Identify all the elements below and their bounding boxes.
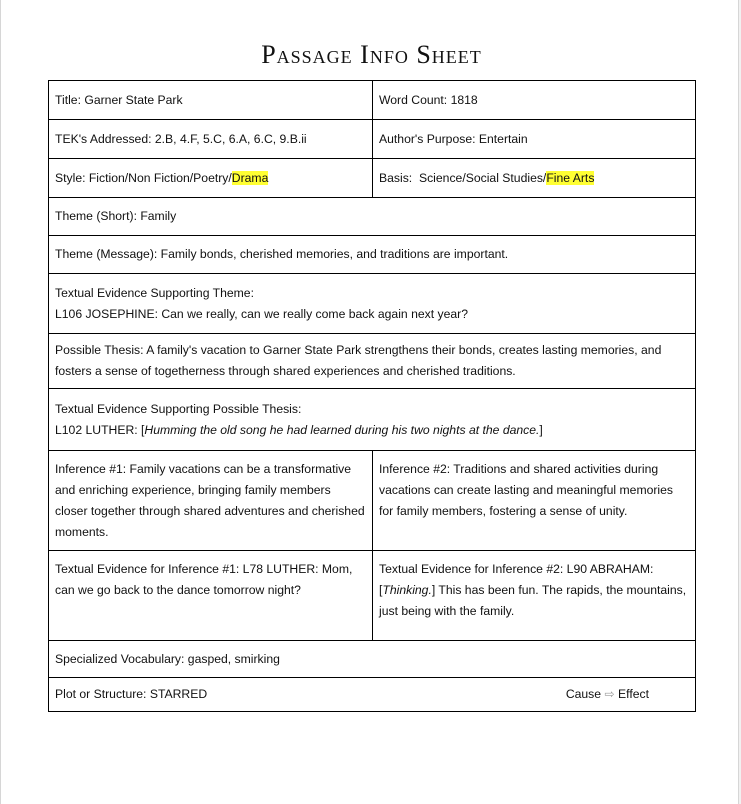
purpose-value: Entertain: [478, 131, 528, 146]
passage-title-value: Garner State Park: [84, 92, 183, 107]
cause-effect: Cause ⇨ Effect: [565, 687, 649, 701]
teks-value: 2.B, 4.F, 5.C, 6.A, 6.C, 9.B.ii: [154, 131, 307, 146]
page-title: Passage Info Sheet: [261, 40, 482, 69]
basis-cell: Basis: Science/Social Studies/Fine Arts: [373, 159, 696, 198]
evidence-inference-1-cell: Textual Evidence for Inference #1: L78 LUTHER: Mom, can we go back to the dance tomorrow night?: [49, 551, 373, 641]
evidence-theme-quote: L106 JOSEPHINE: Can we really, can we really come back again next year?: [55, 306, 468, 321]
purpose-cell: Author's Purpose: Entertain: [373, 120, 696, 159]
evidence-thesis-cell: Textual Evidence Supporting Possible Thesis: L102 LUTHER: [Humming the old song he had learned during his two nights at the dance.]: [49, 389, 696, 451]
passage-info-table: [48, 80, 696, 712]
inference-2-cell: Inference #2: Traditions and shared activities during vacations can create lasting and meaningful memories for family members, fostering a sense of unity.: [373, 451, 696, 551]
plot-structure: Plot or Structure: STARRED: [55, 687, 208, 701]
basis-highlight: Fine Arts: [546, 170, 595, 185]
style-highlight: Drama: [231, 170, 269, 185]
evidence-inference-2-cell: Textual Evidence for Inference #2: L90 ABRAHAM: [Thinking.] This has been fun. The rapids, the mountains, just being with the family.: [373, 551, 696, 641]
plot-cell: [49, 678, 696, 712]
style-cell: Style: Fiction/Non Fiction/Poetry/Drama: [49, 159, 373, 198]
theme-message-cell: Theme (Message): Family bonds, cherished memories, and traditions are important.: [49, 236, 696, 274]
vocabulary-cell: Specialized Vocabulary: gasped, smirking: [49, 641, 696, 678]
possible-thesis-cell: Possible Thesis: A family's vacation to Garner State Park strengthens their bonds, creates lasting memories, and fosters a sense of togetherness through shared experiences and cherished traditions.: [49, 334, 696, 389]
title-cell: Title: Garner State Park: [49, 81, 373, 120]
right-arrow-icon: ⇨: [604, 687, 615, 701]
word-count-value: 1818: [450, 92, 478, 107]
theme-short-cell: Theme (Short): Family: [49, 198, 696, 236]
evidence-thesis-quote: L102 LUTHER: [Humming the old song he had learned during his two nights at the dance.]: [55, 422, 543, 437]
inference-1-cell: Inference #1: Family vacations can be a transformative and enriching experience, bringing family members closer together through shared adventures and cherished moments.: [49, 451, 373, 551]
teks-cell: TEK's Addressed: 2.B, 4.F, 5.C, 6.A, 6.C, 9.B.ii: [49, 120, 373, 159]
word-count-cell: Word Count: 1818: [373, 81, 696, 120]
evidence-theme-cell: Textual Evidence Supporting Theme: L106 JOSEPHINE: Can we really, can we really come back again next year?: [49, 274, 696, 334]
